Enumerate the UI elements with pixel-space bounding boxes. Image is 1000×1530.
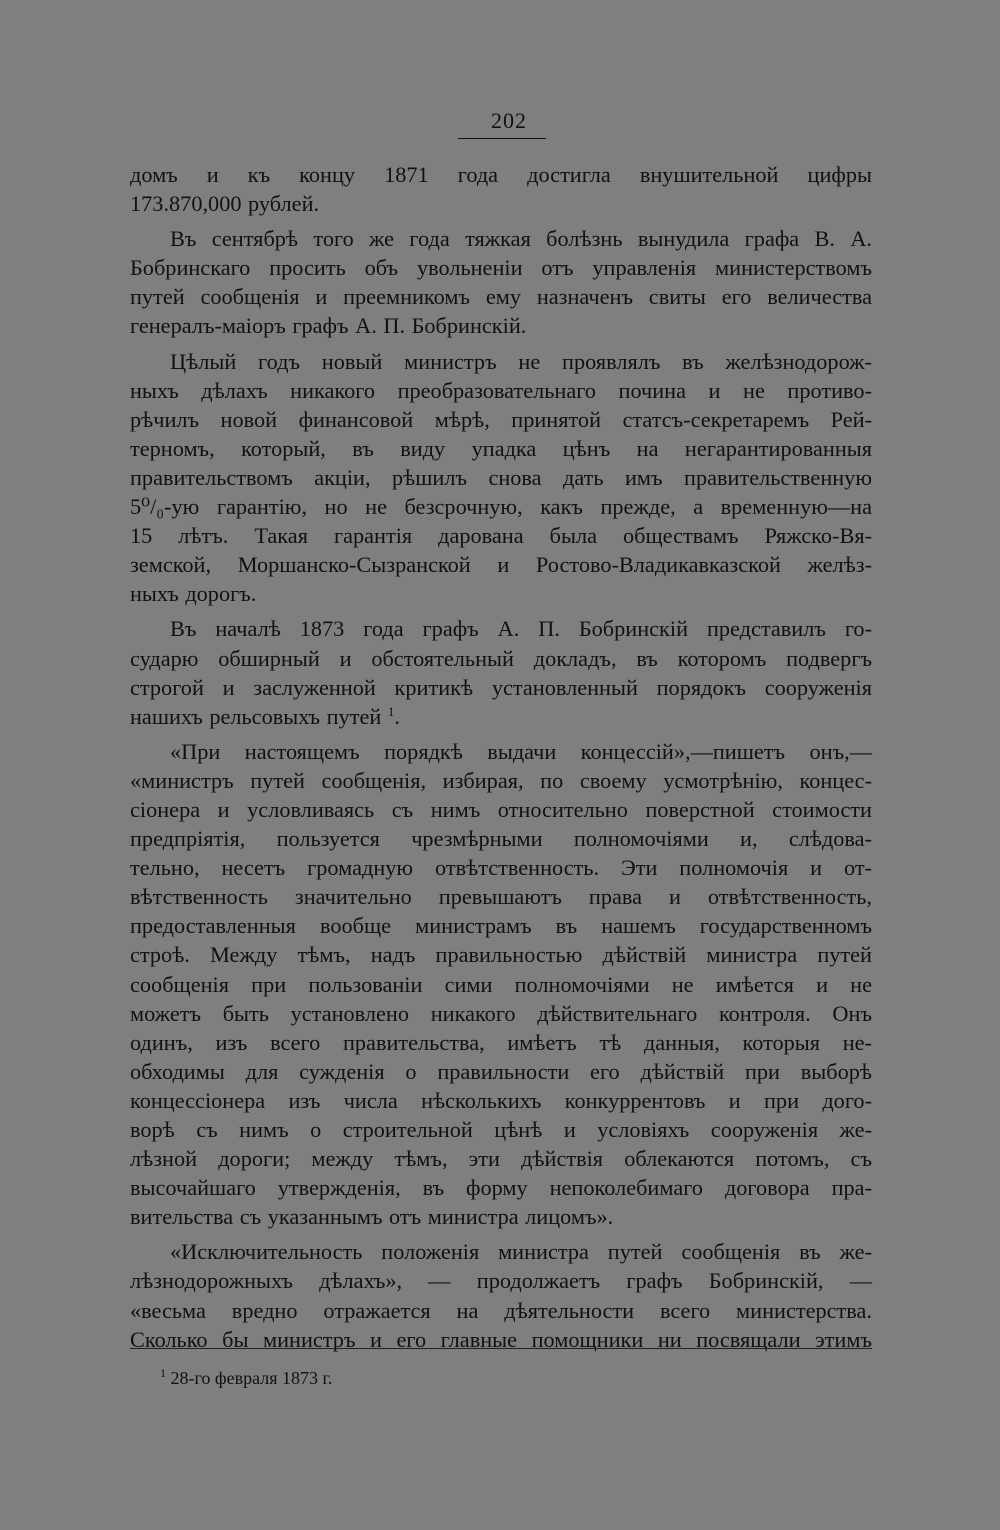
- page-number: 202: [491, 108, 527, 133]
- paragraph: [130, 160, 872, 218]
- text-line: [130, 702, 872, 731]
- text-line: Въ сентябрѣ того же года тяжкая болѣзнь вынудила графа В. А.: [170, 226, 872, 252]
- text-line: «министръ путей сообщенія, избирая, по своему усмотрѣнію, концес-: [130, 767, 872, 793]
- body-text: [130, 160, 872, 1354]
- text-line: концессіонера изъ числа нѣсколькихъ конкуррентовъ и при дого-: [130, 1087, 872, 1113]
- text-line: «Исключительность положенія министра путей сообщенія въ же-: [170, 1239, 872, 1265]
- text-line: тельно, несетъ громадную отвѣтственность. Эти полномочія и от-: [130, 855, 872, 881]
- footnote-reference: 1: [387, 703, 395, 719]
- text-line: Сколько бы министръ и его главные помощники ни посвящали этимъ: [130, 1326, 872, 1352]
- text-line: сударю обширный и обстоятельный докладъ, въ которомъ подвергъ: [130, 645, 872, 671]
- footnote-divider: [130, 1348, 872, 1349]
- text-line: терномъ, который, въ виду упадка цѣнъ на негарантированныя: [130, 435, 872, 461]
- text-line: вѣтственность значительно превышаютъ права и отвѣтственность,: [130, 884, 872, 910]
- text-line: 173.870,000 рублей.: [130, 191, 320, 217]
- page-number-underline: [458, 138, 546, 139]
- text-line: сообщенія при пользованіи сими полномочіями не имѣется и не: [130, 971, 872, 997]
- text-line: домъ и къ концу 1871 года достигла внушительной цифры: [130, 162, 872, 187]
- text-line: ныхъ дорогъ.: [130, 581, 257, 607]
- paragraph: [130, 347, 872, 609]
- paragraph: [130, 224, 872, 340]
- text-line: генералъ-маіоръ графъ А. П. Бобринскій.: [130, 313, 527, 339]
- text-line: ворѣ съ нимъ о строительной цѣнѣ и условіяхъ сооруженія же-: [130, 1117, 872, 1142]
- text-line: строѣ. Между тѣмъ, надъ правильностью дѣйствій министра путей: [130, 942, 872, 968]
- text-line: строгой и заслуженной критикѣ установленный порядокъ сооруженія: [130, 674, 872, 700]
- text-line: правительствомъ акціи, рѣшилъ снова дать имъ правительственную: [130, 464, 872, 490]
- text-line-body: нашихъ рельсовыхъ путей: [130, 703, 382, 729]
- text-line: высочайшаго утвержденія, въ форму непоколебимаго договора пра-: [130, 1175, 872, 1201]
- paragraph: [130, 737, 872, 1232]
- footnote-text: 28-го февраля 1873 г.: [170, 1368, 333, 1388]
- text-line: сіонера и условливаясь съ нимъ относительно поверстной стоимости: [130, 796, 872, 822]
- text-line: «При настоящемъ порядкѣ выдачи концессій»,—пишетъ онъ,—: [170, 738, 872, 764]
- text-line: одинъ, изъ всего правительства, имѣетъ тѣ данныя, которыя не-: [130, 1029, 872, 1055]
- text-line: 15 лѣтъ. Такая гарантія дарована была обществамъ Ряжско-Вя-: [130, 523, 872, 549]
- paragraph: [130, 1237, 872, 1353]
- text-line: лѣзнодорожныхъ дѣлахъ», — продолжаетъ графъ Бобринскій, —: [130, 1268, 872, 1294]
- text-line: ныхъ дѣлахъ никакого преобразовательнаго почина и не противо-: [130, 377, 872, 403]
- text-line: вительства съ указаннымъ отъ министра лицомъ».: [130, 1204, 614, 1230]
- text-line: «весьма вредно отражается на дѣятельности всего министерства.: [130, 1297, 872, 1323]
- text-line: предоставленныя вообще министрамъ въ нашемъ государственномъ: [130, 913, 872, 939]
- text-line: можетъ быть установлено никакого дѣйствительнаго контроля. Онъ: [130, 1000, 872, 1026]
- footnote-reference-punctuation: .: [394, 703, 400, 729]
- text-line: Въ началѣ 1873 года графъ А. П. Бобринскій представилъ го-: [170, 616, 872, 642]
- text-line: обходимы для сужденія о правильности его дѣйствій при выборѣ: [130, 1058, 872, 1084]
- text-line: Цѣлый годъ новый министръ не проявлялъ въ желѣзнодорож-: [170, 348, 872, 374]
- text-line: лѣзной дороги; между тѣмъ, эти дѣйствія облекаются потомъ, съ: [130, 1146, 872, 1172]
- paragraph: [130, 614, 872, 730]
- text-line: предпріятія, пользуется чрезмѣрными полномочіями и, слѣдова-: [130, 826, 872, 852]
- text-line: 5⁰/₀-ую гарантію, но не безсрочную, какъ прежде, а временную—на: [130, 494, 872, 520]
- footnote-mark: 1: [160, 1366, 166, 1380]
- text-line: рѣчилъ новой финансовой мѣрѣ, принятой статсъ-секретаремъ Рей-: [130, 406, 872, 432]
- text-line: путей сообщенія и преемникомъ ему назначенъ свиты его величества: [130, 284, 872, 310]
- footnote: [160, 1367, 332, 1389]
- text-line: Бобринскаго просить объ увольненіи отъ управленія министерствомъ: [130, 255, 872, 281]
- text-line: земской, Моршанско-Сызранской и Ростово-Владикавказской желѣз-: [130, 552, 872, 578]
